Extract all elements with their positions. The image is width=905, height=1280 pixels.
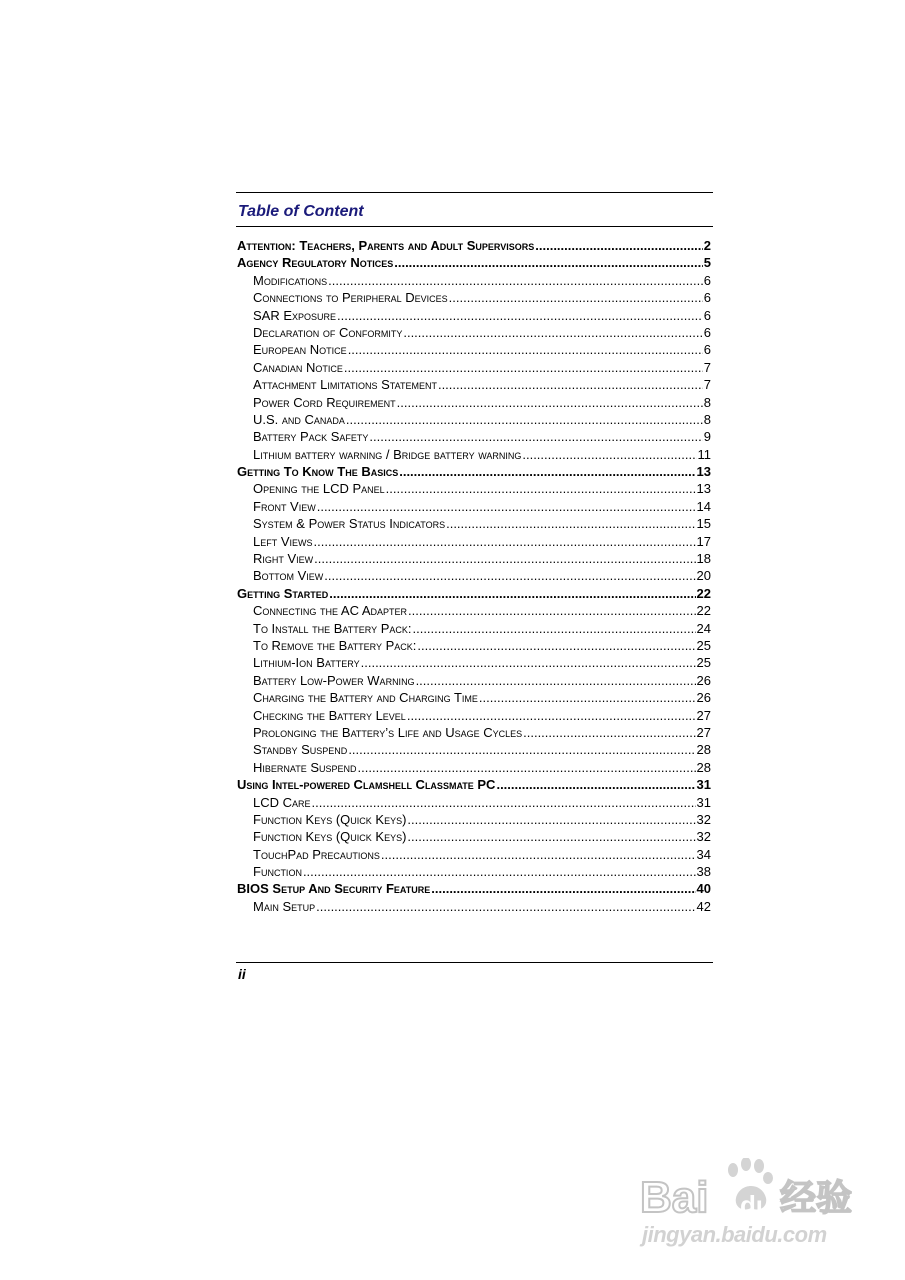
toc-entry-page: 6 bbox=[703, 342, 711, 358]
toc-entry-label: Getting Started bbox=[237, 585, 329, 601]
toc-entry-page: 20 bbox=[696, 568, 711, 584]
toc-entry-label: Bottom View bbox=[253, 568, 324, 584]
dot-leader bbox=[449, 289, 703, 306]
toc-entry-page: 6 bbox=[703, 324, 711, 340]
toc-entry-page: 18 bbox=[696, 551, 711, 567]
toc-section-entry[interactable] bbox=[237, 620, 711, 637]
toc-entry-label: Function Keys (Quick Keys) bbox=[253, 811, 407, 827]
toc-chapter-entry[interactable] bbox=[237, 880, 711, 897]
watermark bbox=[640, 1140, 870, 1250]
dot-leader bbox=[316, 898, 695, 915]
toc-entry-page: 14 bbox=[696, 498, 711, 514]
toc-section-entry[interactable] bbox=[237, 724, 711, 741]
toc-entry-label: TouchPad Precautions bbox=[253, 846, 380, 862]
toc-entry-label: SAR Exposure bbox=[253, 307, 337, 323]
toc-entry-label: Lithium-Ion Battery bbox=[253, 655, 360, 671]
toc-entry-page: 25 bbox=[696, 637, 711, 653]
toc-entry-page: 32 bbox=[696, 811, 711, 827]
toc-section-entry[interactable] bbox=[237, 689, 711, 706]
toc-entry-page: 22 bbox=[696, 603, 711, 619]
toc-entry-label: Checking the Battery Level bbox=[253, 707, 406, 723]
toc-entry-page: 28 bbox=[696, 759, 711, 775]
toc-section-entry[interactable] bbox=[237, 289, 711, 306]
dot-leader bbox=[523, 724, 695, 741]
toc-chapter-entry[interactable] bbox=[237, 254, 711, 271]
toc-entry-page: 6 bbox=[703, 307, 711, 323]
toc-entry-page: 28 bbox=[696, 742, 711, 758]
toc-section-entry[interactable] bbox=[237, 672, 711, 689]
toc-entry-page: 13 bbox=[696, 464, 711, 480]
toc-entry-page: 40 bbox=[696, 881, 711, 897]
toc-entry-label: U.S. and Canada bbox=[253, 411, 345, 427]
dot-leader bbox=[397, 394, 703, 411]
watermark-url: jingyan.baidu.com bbox=[642, 1222, 827, 1247]
dot-leader bbox=[416, 672, 696, 689]
toc-section-entry[interactable] bbox=[237, 428, 711, 445]
toc-entry-page: 27 bbox=[696, 724, 711, 740]
toc-section-entry[interactable] bbox=[237, 272, 711, 289]
dot-leader bbox=[407, 828, 695, 845]
toc-entry-page: 31 bbox=[696, 777, 711, 793]
dot-leader bbox=[329, 585, 695, 602]
svg-text:经验: 经验 bbox=[780, 1178, 853, 1218]
toc-section-entry[interactable] bbox=[237, 602, 711, 619]
dot-leader bbox=[348, 741, 695, 758]
dot-leader bbox=[407, 707, 696, 724]
dot-leader bbox=[348, 341, 703, 358]
dot-leader bbox=[317, 498, 696, 515]
toc-entry-page: 8 bbox=[703, 411, 711, 427]
toc-entry-label: Modifications bbox=[253, 272, 328, 288]
toc-section-entry[interactable] bbox=[237, 898, 711, 915]
toc-section-entry[interactable] bbox=[237, 411, 711, 428]
dot-leader bbox=[438, 376, 703, 393]
toc-entry-label: Prolonging the Battery’s Life and Usage Cycles bbox=[253, 724, 523, 740]
dot-leader bbox=[324, 567, 695, 584]
toc-entry-page: 27 bbox=[696, 707, 711, 723]
toc-section-entry[interactable] bbox=[237, 811, 711, 828]
dot-leader bbox=[369, 428, 702, 445]
dot-leader bbox=[399, 463, 695, 480]
toc-entry-label: Battery Pack Safety bbox=[253, 429, 369, 445]
toc-entry-label: Charging the Battery and Charging Time bbox=[253, 690, 478, 706]
toc-entry-page: 32 bbox=[696, 829, 711, 845]
toc-entry-label: Connections to Peripheral Devices bbox=[253, 290, 448, 306]
toc-entry-label: Main Setup bbox=[253, 898, 316, 914]
svg-text:du: du bbox=[740, 1190, 772, 1218]
toc-entry-label: Function bbox=[253, 864, 302, 880]
toc-entry-label: Agency Regulatory Notices bbox=[237, 255, 394, 271]
toc-entry-label: Right View bbox=[253, 551, 314, 567]
toc-chapter-entry[interactable] bbox=[237, 463, 711, 480]
svg-text:Bai: Bai bbox=[640, 1173, 709, 1218]
page-title: Table of Content bbox=[238, 203, 364, 220]
toc-section-entry[interactable] bbox=[237, 498, 711, 515]
top-rule bbox=[236, 192, 713, 193]
toc-section-entry[interactable] bbox=[237, 794, 711, 811]
toc-section-entry[interactable] bbox=[237, 446, 711, 463]
dot-leader bbox=[496, 776, 695, 793]
dot-leader bbox=[412, 620, 695, 637]
toc-section-entry[interactable] bbox=[237, 741, 711, 758]
toc-section-entry[interactable] bbox=[237, 863, 711, 880]
toc-chapter-entry[interactable] bbox=[237, 776, 711, 793]
toc-entry-label: BIOS Setup And Security Feature bbox=[237, 881, 431, 897]
toc-section-entry[interactable] bbox=[237, 480, 711, 497]
toc-entry-label: Getting To Know The Basics bbox=[237, 464, 399, 480]
dot-leader bbox=[328, 272, 703, 289]
dot-leader bbox=[431, 880, 695, 897]
toc-entry-page: 17 bbox=[696, 533, 711, 549]
toc-section-entry[interactable] bbox=[237, 846, 711, 863]
toc-entry-page: 5 bbox=[703, 255, 711, 271]
toc-entry-label: Canadian Notice bbox=[253, 359, 343, 375]
toc-entry-page: 9 bbox=[703, 429, 711, 445]
toc-entry-page: 42 bbox=[696, 898, 711, 914]
dot-leader bbox=[337, 307, 703, 324]
toc-entry-page: 24 bbox=[696, 620, 711, 636]
toc-entry-label: Standby Suspend bbox=[253, 742, 348, 758]
toc-entry-page: 7 bbox=[703, 377, 711, 393]
dot-leader bbox=[403, 324, 702, 341]
toc-section-entry[interactable] bbox=[237, 307, 711, 324]
toc-entry-label: Battery Low-Power Warning bbox=[253, 672, 415, 688]
toc-entry-label: System & Power Status Indicators bbox=[253, 516, 446, 532]
title-rule bbox=[236, 226, 713, 227]
toc-entry-page: 31 bbox=[696, 794, 711, 810]
toc-entry-label: To Remove the Battery Pack: bbox=[253, 637, 417, 653]
toc-entry-label: Connecting the AC Adapter bbox=[253, 603, 408, 619]
dot-leader bbox=[312, 794, 696, 811]
dot-leader bbox=[314, 550, 695, 567]
toc-entry-page: 34 bbox=[696, 846, 711, 862]
toc-section-entry[interactable] bbox=[237, 654, 711, 671]
toc-section-entry[interactable] bbox=[237, 828, 711, 845]
toc-entry-page: 13 bbox=[696, 481, 711, 497]
dot-leader bbox=[479, 689, 696, 706]
toc-section-entry[interactable] bbox=[237, 707, 711, 724]
dot-leader bbox=[381, 846, 696, 863]
toc-entry-label: To Install the Battery Pack: bbox=[253, 620, 412, 636]
toc-entry-label: Declaration of Conformity bbox=[253, 324, 403, 340]
toc-section-entry[interactable] bbox=[237, 394, 711, 411]
baidu-watermark-logo bbox=[640, 1158, 870, 1218]
toc-section-entry[interactable] bbox=[237, 759, 711, 776]
dot-leader bbox=[314, 533, 696, 550]
page-number: ii bbox=[238, 966, 246, 982]
toc-entry-label: Using Intel-powered Clamshell Classmate PC bbox=[237, 777, 496, 793]
toc-entry-page: 26 bbox=[696, 672, 711, 688]
toc-entry-label: European Notice bbox=[253, 342, 347, 358]
bottom-rule bbox=[236, 962, 713, 963]
toc-section-entry[interactable] bbox=[237, 359, 711, 376]
toc-section-entry[interactable] bbox=[237, 341, 711, 358]
toc-section-entry[interactable] bbox=[237, 550, 711, 567]
toc-entry-label: Attachment Limitations Statement bbox=[253, 377, 437, 393]
toc-entry-page: 2 bbox=[703, 238, 711, 253]
toc-entry-label: Left Views bbox=[253, 533, 313, 549]
dot-leader bbox=[394, 254, 703, 271]
toc-chapter-entry[interactable] bbox=[237, 237, 711, 254]
toc-entry-page: 7 bbox=[703, 359, 711, 375]
toc-entry-label: Front View bbox=[253, 498, 316, 514]
dot-leader bbox=[417, 637, 695, 654]
toc-entry-page: 25 bbox=[696, 655, 711, 671]
toc-entry-label: Opening the LCD Panel bbox=[253, 481, 385, 497]
toc-section-entry[interactable] bbox=[237, 515, 711, 532]
dot-leader bbox=[386, 480, 696, 497]
toc-section-entry[interactable] bbox=[237, 637, 711, 654]
toc-entry-page: 15 bbox=[696, 516, 711, 532]
dot-leader bbox=[522, 446, 696, 463]
toc-chapter-entry[interactable] bbox=[237, 585, 711, 602]
toc-section-entry[interactable] bbox=[237, 376, 711, 393]
toc-entry-label: Lithium battery warning / Bridge battery warning bbox=[253, 446, 522, 462]
dot-leader bbox=[358, 759, 696, 776]
toc-entry-page: 6 bbox=[703, 272, 711, 288]
toc-entry-page: 22 bbox=[696, 585, 711, 601]
dot-leader bbox=[303, 863, 696, 880]
toc-entry-label: Power Cord Requirement bbox=[253, 394, 396, 410]
toc-entry-label: Function Keys (Quick Keys) bbox=[253, 829, 407, 845]
toc-entry-label: Hibernate Suspend bbox=[253, 759, 357, 775]
toc-entry-label: Attention: Teachers, Parents and Adult Supervisors bbox=[237, 238, 535, 253]
dot-leader bbox=[344, 359, 703, 376]
dot-leader bbox=[346, 411, 703, 428]
toc-entry-page: 6 bbox=[703, 290, 711, 306]
dot-leader bbox=[361, 654, 696, 671]
toc-list bbox=[237, 237, 711, 915]
dot-leader bbox=[408, 602, 696, 619]
toc-entry-page: 11 bbox=[697, 446, 711, 462]
dot-leader bbox=[407, 811, 695, 828]
toc-section-entry[interactable] bbox=[237, 533, 711, 550]
toc-section-entry[interactable] bbox=[237, 324, 711, 341]
toc-entry-page: 8 bbox=[703, 394, 711, 410]
toc-section-entry[interactable] bbox=[237, 567, 711, 584]
toc-entry-page: 26 bbox=[696, 690, 711, 706]
toc-entry-page: 38 bbox=[696, 864, 711, 880]
toc-entry-label: LCD Care bbox=[253, 794, 311, 810]
dot-leader bbox=[446, 515, 695, 532]
dot-leader bbox=[535, 237, 703, 254]
